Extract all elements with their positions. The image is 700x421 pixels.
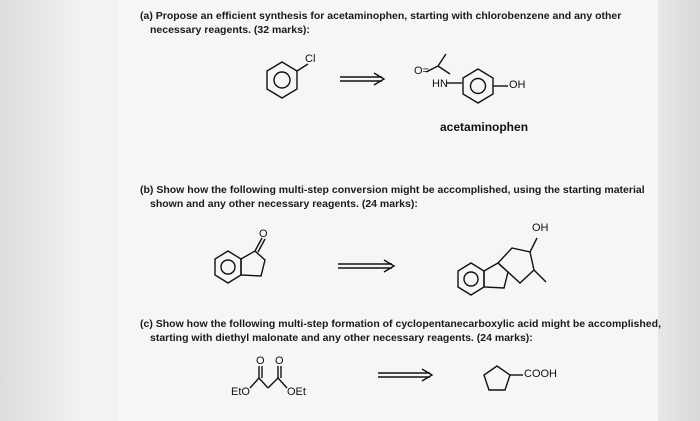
atom-label-b-o: O: [259, 228, 268, 240]
cyclopentane-structure: [484, 366, 523, 390]
question-b-line-2: shown and any other necessary reagents. (24 marks):: [150, 198, 418, 210]
question-a-line-2: necessary reagents. (32 marks):: [150, 24, 310, 36]
question-c-line-2: starting with diethyl malonate and any other necessary reagents. (24 marks):: [150, 332, 533, 344]
starting-material-b: [215, 238, 265, 283]
product-b: [458, 238, 546, 295]
atom-label-c-o2: O: [275, 355, 284, 367]
product-name-label: acetaminophen: [440, 120, 529, 134]
reaction-arrow-c: [378, 369, 432, 381]
diethyl-malonate-structure: [250, 366, 287, 388]
question-a-line-1: (a) Propose an efficient synthesis for acetaminophen, starting with chlorobenzene and any other: [140, 10, 622, 22]
atom-label-oh: OH: [509, 79, 526, 91]
atom-label-cl: Cl: [305, 53, 316, 65]
question-c-line-1: (c) Show how the following multi-step formation of cyclopentanecarboxylic acid might be accomplished,: [140, 318, 661, 330]
atom-label-eto: EtO: [231, 386, 250, 398]
atom-label-b-oh: OH: [532, 222, 549, 234]
atom-label-c-o1: O: [256, 355, 265, 367]
reaction-arrow-a: [340, 73, 384, 85]
atom-label-o: O=: [414, 65, 429, 77]
question-b-line-1: (b) Show how the following multi-step conversion might be accomplished, using the starting material: [140, 184, 645, 196]
atom-label-hn: HN: [432, 78, 448, 90]
atom-label-oet: OEt: [287, 386, 306, 398]
chlorobenzene-structure: [267, 62, 308, 98]
reaction-arrow-b: [338, 260, 394, 272]
atom-label-cooh: COOH: [524, 368, 557, 380]
